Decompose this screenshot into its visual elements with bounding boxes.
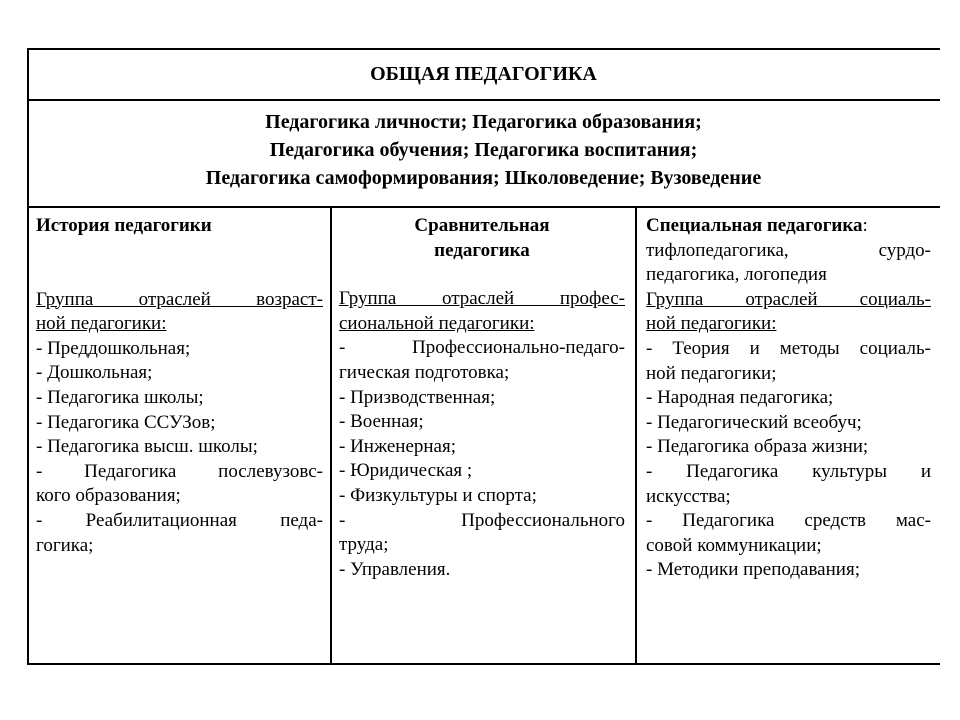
column-title: Сравнительная <box>414 215 550 236</box>
list-item: - Педагогика школы; <box>36 386 204 408</box>
table-bottom-border <box>27 663 940 665</box>
list-item: - Педагогика ССУЗов; <box>36 411 216 433</box>
group-heading: Группа отраслей возраст- <box>36 288 323 310</box>
list-item: - Народная педагогика; <box>646 387 834 409</box>
list-item: - Профессионально-педаго- <box>339 337 625 359</box>
list-item: - Управления. <box>339 558 451 580</box>
table-top-border <box>27 48 940 50</box>
list-item: - Инженерная; <box>339 435 456 457</box>
table-title: ОБЩАЯ ПЕДАГОГИКА <box>370 63 597 85</box>
list-item: искусства; <box>646 485 731 507</box>
group-heading: ной педагогики: <box>646 313 777 335</box>
column-title: Специальная педагогика <box>646 215 863 236</box>
subheader-divider <box>27 206 940 208</box>
column-divider-2 <box>635 206 637 665</box>
list-item: - Педагогика послевузовс- <box>36 460 323 482</box>
column-title: педагогика <box>434 239 530 261</box>
list-item: - Реабилитационная педа- <box>36 509 323 531</box>
branches-line: Педагогика личности; Педагогика образования; <box>265 111 702 133</box>
column-divider-1 <box>330 206 332 665</box>
list-item: - Призводственная; <box>339 386 496 408</box>
list-item: - Преддошкольная; <box>36 337 191 359</box>
list-item: - Теория и методы социаль- <box>646 337 931 359</box>
title-colon: : <box>862 215 868 236</box>
list-item: гическая подготовка; <box>339 361 510 383</box>
intro-line: тифлопедагогика, сурдо- <box>646 239 931 261</box>
list-item: - Педагогика образа жизни; <box>646 436 869 458</box>
list-item: кого образования; <box>36 485 181 507</box>
list-item: - Педагогика средств мас- <box>646 510 931 532</box>
column-history <box>36 214 323 558</box>
column-comparative <box>339 214 625 582</box>
branches-line: Педагогика самоформирования; Школоведение; Вузоведение <box>205 167 762 189</box>
column-title-line <box>646 214 931 239</box>
list-item: - Педагогический всеобуч; <box>646 411 862 433</box>
pedagogy-table <box>27 48 940 665</box>
list-item: - Военная; <box>339 411 424 433</box>
list-item: труда; <box>339 534 389 556</box>
list-item: совой коммуникации; <box>646 534 822 556</box>
column-special <box>646 214 931 583</box>
header-divider <box>27 99 940 101</box>
general-pedagogy-branches <box>27 108 940 192</box>
list-item: гогика; <box>36 534 94 556</box>
list-item: - Методики преподавания; <box>646 559 860 581</box>
branches-line: Педагогика обучения; Педагогика воспитания; <box>269 139 698 161</box>
group-heading: ной педагогики: <box>36 313 167 335</box>
group-heading: сиональной педагогики: <box>339 312 535 334</box>
list-item: ной педагогики; <box>646 362 777 384</box>
list-item: - Физкультуры и спорта; <box>339 484 537 506</box>
group-heading: Группа отраслей профес- <box>339 288 625 310</box>
list-item: - Педагогика высш. школы; <box>36 436 258 458</box>
list-item: - Педагогика культуры и <box>646 460 931 482</box>
list-item: - Юридическая ; <box>339 460 473 482</box>
group-heading: Группа отраслей социаль- <box>646 288 931 310</box>
list-item: - Профессионального <box>339 509 625 531</box>
intro-line: педагогика, логопедия <box>646 264 827 286</box>
column-title: История педагогики <box>36 215 212 236</box>
list-item: - Дошкольная; <box>36 362 153 384</box>
